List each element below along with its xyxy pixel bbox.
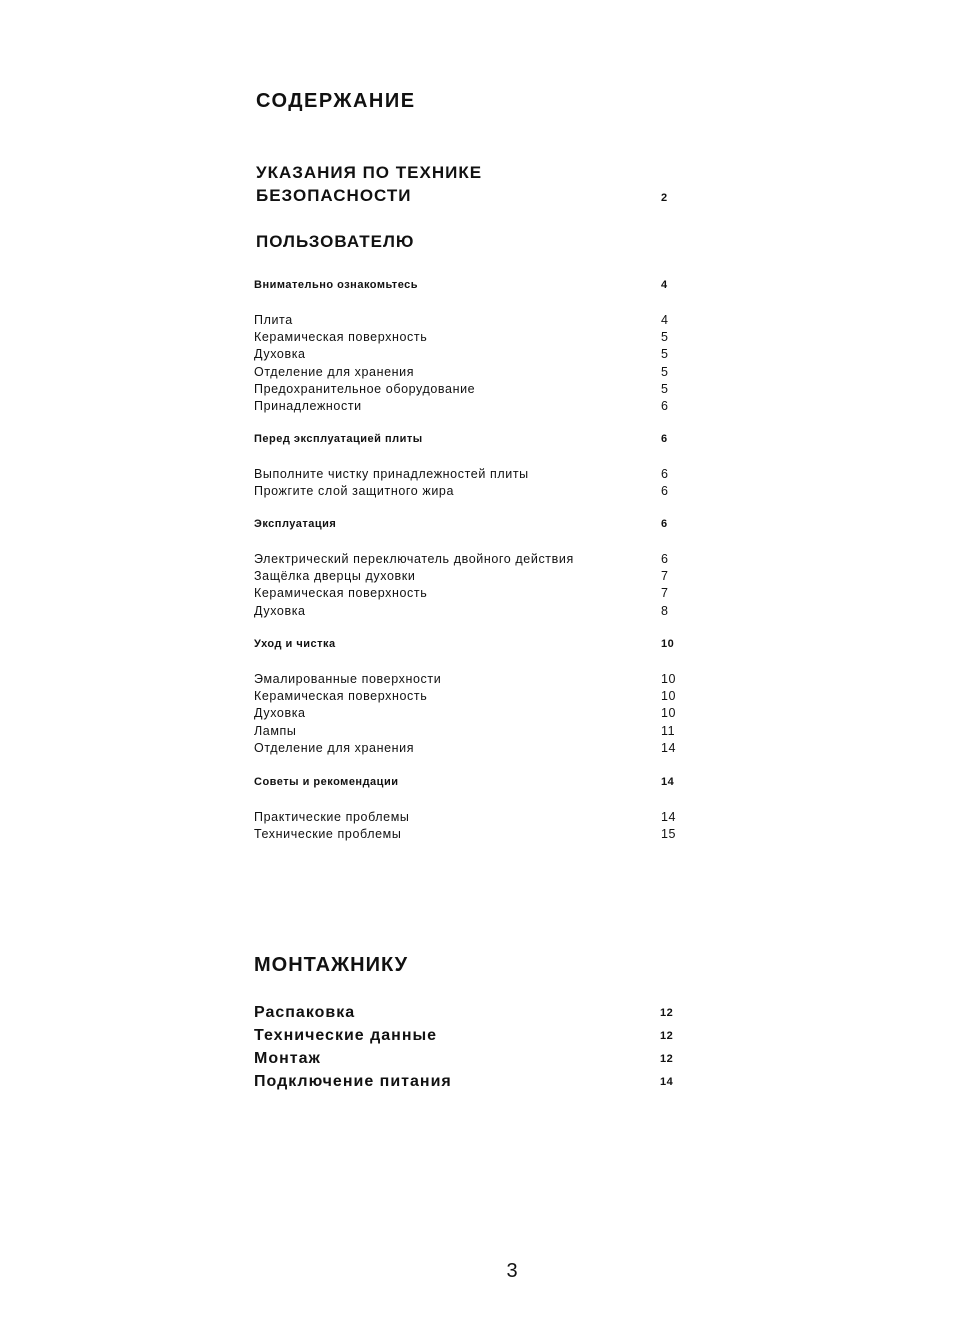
toc-entry: Духовка [254, 706, 306, 721]
section-title: Уход и чистка [254, 638, 336, 650]
user-heading: ПОЛЬЗОВАТЕЛЮ [256, 232, 415, 251]
toc-title: СОДЕРЖАНИЕ [256, 90, 416, 112]
toc-entry: Выполните чистку принадлежностей плиты [254, 467, 529, 481]
installer-entry: Монтаж [254, 1050, 321, 1067]
toc-entry: Плита [254, 313, 293, 327]
toc-entry-page: 5 [661, 381, 669, 396]
section-page: 6 [661, 433, 668, 445]
installer-entry-page: 12 [660, 1030, 674, 1042]
page-number: 3 [506, 1260, 518, 1282]
toc-entry: Керамическая поверхность [254, 689, 428, 704]
toc-entry-page: 11 [661, 723, 676, 738]
toc-entry-page: 5 [661, 364, 669, 379]
toc-entry: Духовка [254, 347, 306, 362]
toc-entry-page: 7 [661, 569, 669, 584]
installer-entry: Распаковка [254, 1004, 356, 1021]
safety-page: 2 [661, 192, 668, 204]
section-page: 14 [661, 776, 675, 788]
section-page: 6 [661, 518, 668, 530]
toc-entry: Эмалированные поверхности [254, 672, 442, 686]
toc-entry: Прожгите слой защитного жира [254, 484, 455, 499]
toc-entry-page: 10 [661, 706, 677, 721]
toc-entry-page: 14 [661, 810, 677, 824]
section-title: Перед эксплуатацией плиты [254, 433, 423, 445]
toc-entry-page: 4 [661, 313, 669, 327]
toc-entry: Духовка [254, 603, 306, 618]
installer-entry-page: 12 [660, 1007, 674, 1019]
section-page: 10 [661, 638, 675, 650]
toc-entry-page: 6 [661, 484, 669, 499]
toc-entry-page: 6 [661, 552, 669, 566]
toc-entry: Защёлка дверцы духовки [254, 569, 416, 584]
section-page: 4 [661, 279, 668, 291]
toc-entry-page: 15 [661, 827, 677, 842]
section-title: Советы и рекомендации [254, 776, 399, 788]
toc-entry-page: 6 [661, 399, 669, 413]
installer-entry-page: 14 [660, 1076, 674, 1088]
toc-entry-page: 5 [661, 347, 669, 362]
toc-entry: Лампы [254, 723, 297, 738]
toc-entry: Принадлежности [254, 399, 362, 413]
toc-entry-page: 10 [661, 672, 677, 686]
installer-entry-page: 12 [660, 1053, 674, 1065]
section-title: Внимательно ознакомьтесь [254, 279, 419, 291]
toc-entry: Керамическая поверхность [254, 586, 428, 601]
safety-heading-line1: УКАЗАНИЯ ПО ТЕХНИКЕ [256, 163, 483, 182]
section-title: Эксплуатация [254, 518, 337, 530]
toc-entry: Отделение для хранения [254, 740, 415, 755]
toc-entry: Электрический переключатель двойного действия [254, 552, 574, 566]
toc-entry-page: 8 [661, 603, 669, 618]
toc-entry-page: 6 [661, 467, 669, 481]
installer-entry: Подключение питания [254, 1073, 452, 1090]
toc-entry: Отделение для хранения [254, 364, 415, 379]
toc-entry: Практические проблемы [254, 810, 410, 824]
toc-entry-page: 5 [661, 330, 669, 345]
toc-entry: Предохранительное оборудование [254, 381, 476, 396]
installer-heading: МОНТАЖНИКУ [254, 954, 409, 976]
toc-entry-page: 14 [661, 740, 677, 755]
toc-entry-page: 7 [661, 586, 669, 601]
installer-entry: Технические данные [254, 1027, 438, 1044]
toc-entry: Технические проблемы [254, 827, 402, 842]
toc-entry: Керамическая поверхность [254, 330, 428, 345]
safety-heading-line2: БЕЗОПАСНОСТИ [256, 186, 412, 205]
toc-entry-page: 10 [661, 689, 677, 704]
